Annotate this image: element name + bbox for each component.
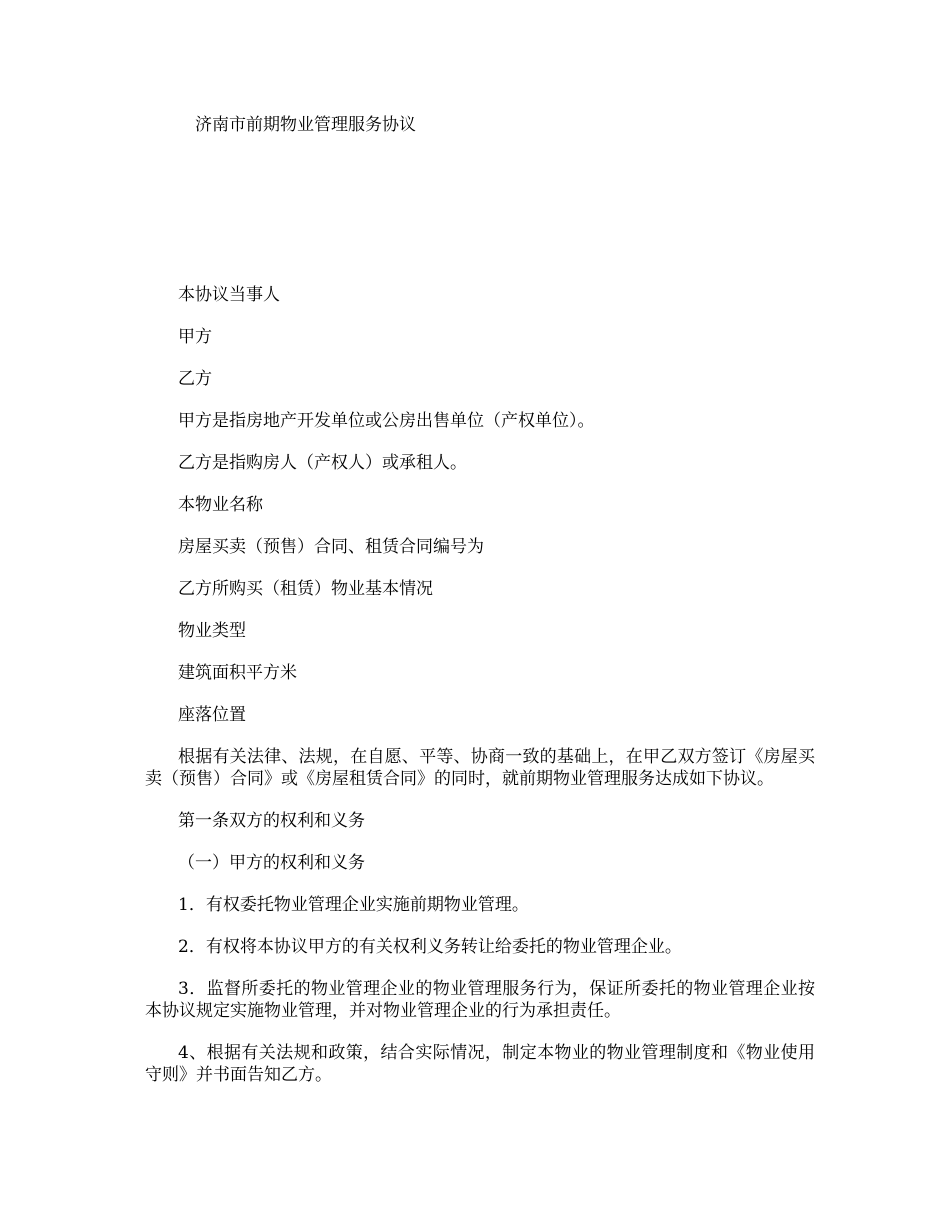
- paragraph-party-b: 乙方: [178, 369, 212, 389]
- paragraph-clause-3: 3．监督所委托的物业管理企业的物业管理服务行为，保证所委托的物业管理企业按本协议规定实施物业管理，并对物业管理企业的行为承担责任。: [145, 979, 815, 1021]
- paragraph-clause-2: 2．有权将本协议甲方的有关权利义务转让给委托的物业管理企业。: [178, 937, 682, 957]
- paragraph-section-party-a: （一）甲方的权利和义务: [178, 853, 365, 873]
- paragraph-party-b-definition: 乙方是指购房人（产权人）或承租人。: [178, 453, 467, 473]
- paragraph-property-type: 物业类型: [178, 621, 246, 641]
- paragraph-floor-area: 建筑面积平方米: [178, 663, 297, 683]
- document-body: [145, 284, 815, 1106]
- paragraph-clause-1: 1．有权委托物业管理企业实施前期物业管理。: [178, 895, 529, 915]
- paragraph-article-one: 第一条双方的权利和义务: [178, 811, 365, 831]
- paragraph-parties: 本协议当事人: [178, 285, 280, 305]
- paragraph-clause-4: 4、根据有关法规和政策，结合实际情况，制定本物业的物业管理制度和《物业使用守则》并书面告知乙方。: [145, 1043, 815, 1085]
- paragraph-property-name: 本物业名称: [178, 495, 263, 515]
- paragraph-location: 座落位置: [178, 705, 246, 725]
- paragraph-party-a-definition: 甲方是指房地产开发单位或公房出售单位（产权单位）。: [178, 411, 595, 431]
- paragraph-party-a: 甲方: [178, 327, 212, 347]
- paragraph-preamble: 根据有关法律、法规，在自愿、平等、协商一致的基础上，在甲乙双方签订《房屋买卖（预售）合同》或《房屋租赁合同》的同时，就前期物业管理服务达成如下协议。: [145, 747, 815, 789]
- document-title: 济南市前期物业管理服务协议: [195, 115, 416, 135]
- paragraph-contract-number: 房屋买卖（预售）合同、租赁合同编号为: [178, 537, 484, 557]
- paragraph-property-info: 乙方所购买（租赁）物业基本情况: [178, 579, 433, 599]
